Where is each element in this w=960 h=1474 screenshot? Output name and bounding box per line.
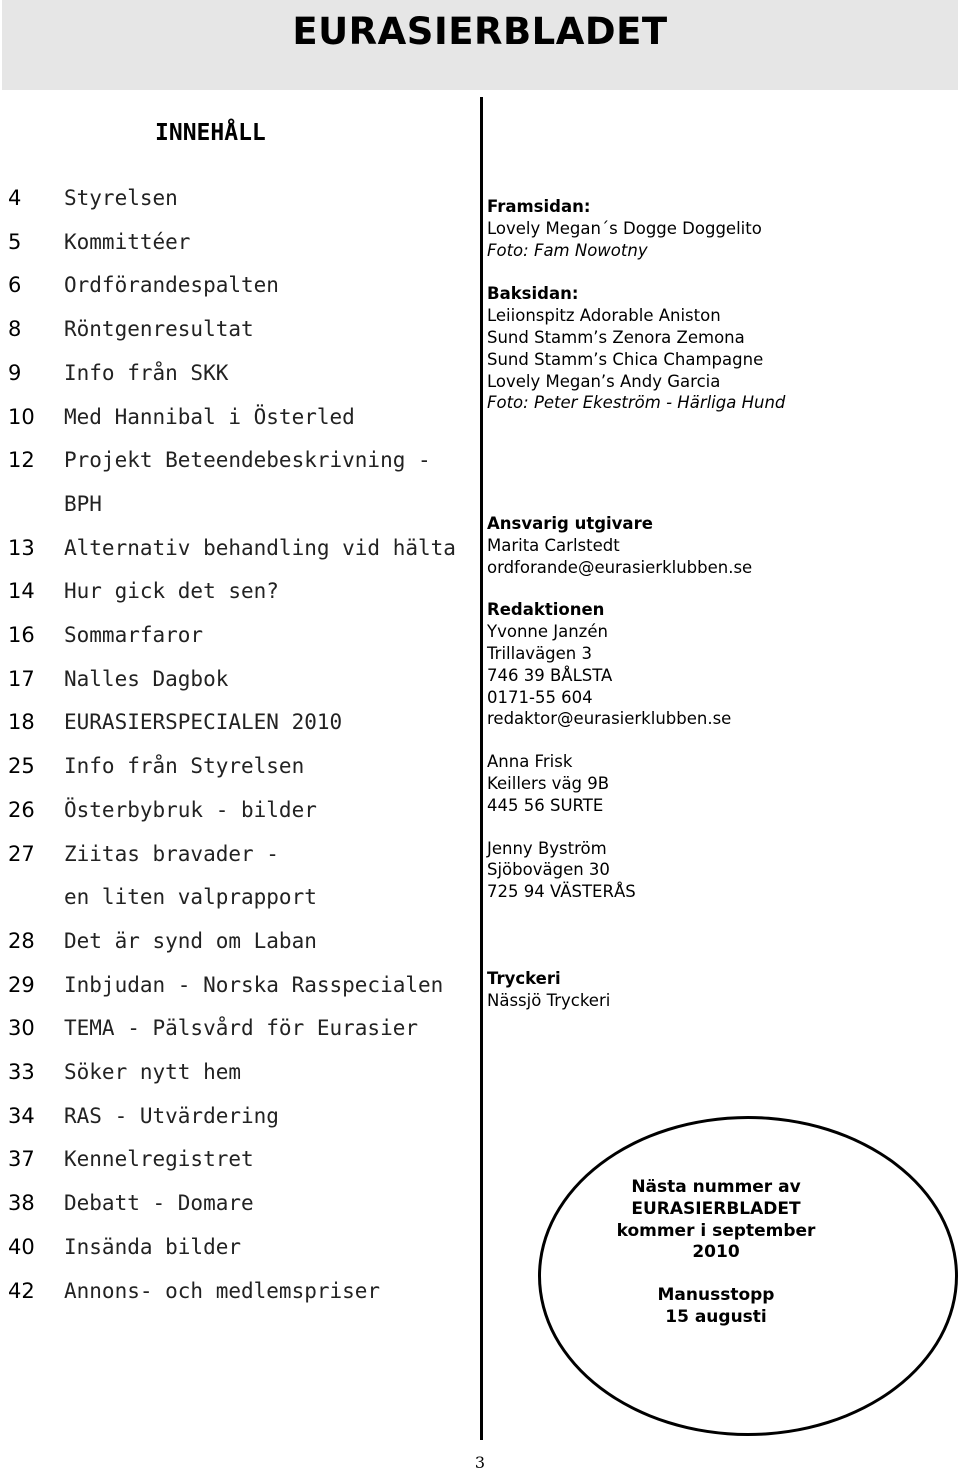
- toc-entry-title: Kennelregistret: [64, 1147, 254, 1172]
- toc-entry: [0, 1013, 475, 1043]
- editor-line: Jenny Byström: [487, 838, 607, 858]
- toc-entry: [0, 751, 475, 781]
- toc-entry: [0, 1101, 475, 1131]
- back-photo-credit: Foto: Peter Ekeström - Härliga Hund: [487, 393, 786, 413]
- editor-line: Yvonne Janzén: [487, 622, 608, 642]
- toc-page-number: 13: [8, 535, 35, 560]
- toc-entry: [0, 1057, 475, 1087]
- publisher-name: Marita Carlstedt: [487, 535, 620, 555]
- toc-entry-title: Med Hannibal i Österled: [64, 404, 355, 429]
- back-line: Sund Stamm’s Chica Champagne: [487, 349, 764, 369]
- toc-entry: [0, 970, 475, 1000]
- toc-page-number: 4: [8, 186, 22, 210]
- toc-entry-title: Sommarfaror: [64, 623, 204, 647]
- toc-page-number: 12: [8, 448, 35, 473]
- toc-entry-title: Debatt - Domare: [64, 1191, 254, 1216]
- header-bar: [2, 0, 958, 90]
- toc-entry: [0, 445, 475, 475]
- toc-page-number: 27: [8, 841, 35, 866]
- toc-entry-title: Det är synd om Laban: [64, 928, 317, 953]
- next-issue-line: Nästa nummer av: [631, 1177, 801, 1197]
- toc-entry-title: RAS - Utvärdering: [64, 1103, 279, 1128]
- toc-page-number: 34: [8, 1103, 35, 1128]
- printer-label: Tryckeri: [487, 969, 561, 988]
- back-line: Leiionspitz Adorable Aniston: [487, 306, 721, 326]
- toc-entry: [0, 270, 475, 300]
- toc-entry: [0, 402, 475, 432]
- toc-page-number: 5: [8, 229, 22, 254]
- next-issue-text: [586, 1177, 846, 1329]
- front-photo-credit: Foto: Fam Nowotny: [487, 240, 648, 260]
- front-line: Lovely Megan´s Dogge Doggelito: [487, 218, 762, 238]
- cover-info: [487, 196, 785, 414]
- toc-entry-title: Nalles Dagbok: [64, 666, 229, 691]
- toc-entry-title: Röntgenresultat: [64, 317, 254, 342]
- toc-entry: [0, 1144, 475, 1174]
- toc-entry-title: BPH: [64, 491, 102, 516]
- toc-entry-title: TEMA - Pälsvård för Eurasier: [64, 1016, 419, 1041]
- toc-entry-title: Annons- och medlemspriser: [64, 1278, 381, 1303]
- editor-line: Keillers väg 9B: [487, 773, 610, 793]
- toc-page-number: 10: [8, 404, 35, 429]
- editor-line: 746 39 BÅLSTA: [487, 665, 613, 685]
- toc-entry-title: Kommittéer: [64, 229, 191, 254]
- deadline-date: 15 augusti: [665, 1306, 767, 1327]
- toc-entry: [0, 314, 475, 344]
- toc-entry-title: Projekt Beteendebeskrivning -: [64, 448, 431, 473]
- toc-page-number: 6: [8, 273, 22, 298]
- toc-entry: [0, 664, 475, 694]
- editor-line: redaktor@eurasierklubben.se: [487, 709, 732, 729]
- toc-entry-title: Insända bilder: [64, 1234, 242, 1259]
- toc-entry: [0, 839, 475, 869]
- back-line: Lovely Megan’s Andy Garcia: [487, 371, 721, 391]
- toc-page-number: 29: [8, 972, 35, 997]
- toc-page-number: 16: [8, 623, 35, 647]
- editor-line: Anna Frisk: [487, 752, 573, 772]
- column-divider: [480, 97, 483, 1440]
- toc-entry: [0, 533, 475, 563]
- toc-entry: [0, 576, 475, 606]
- toc-entry-title: Ordförandespalten: [64, 273, 279, 298]
- toc-page-number: 14: [8, 579, 35, 604]
- editor-line: 0171-55 604: [487, 687, 593, 707]
- toc-entry-title: Info från SKK: [64, 360, 229, 385]
- toc-entry-title: Inbjudan - Norska Rasspecialen: [64, 972, 444, 997]
- toc-entry: [0, 1232, 475, 1262]
- printer-name: Nässjö Tryckeri: [487, 990, 611, 1010]
- editor-line: Trillavägen 3: [487, 643, 593, 663]
- toc-entry-title: Österbybruk - bilder: [64, 797, 317, 822]
- toc-page-number: 8: [8, 317, 22, 342]
- editor-line: 725 94 VÄSTERÅS: [487, 882, 636, 902]
- toc-entry-title: Ziitas bravader -: [64, 841, 279, 866]
- toc-page-number: 37: [8, 1147, 35, 1172]
- toc-page-number: 33: [8, 1060, 35, 1084]
- toc-entry: [0, 926, 475, 956]
- toc-entry: [0, 882, 475, 912]
- toc-entry-title: EURASIERSPECIALEN 2010: [64, 710, 343, 735]
- back-line: Sund Stamm’s Zenora Zemona: [487, 327, 745, 347]
- toc-page-number: 25: [8, 754, 35, 779]
- toc-page-number: 9: [8, 360, 22, 385]
- front-label: Framsidan:: [487, 197, 591, 216]
- publisher-label: Ansvarig utgivare: [487, 514, 653, 533]
- toc-entry: [0, 795, 475, 825]
- toc-entry: [0, 1276, 475, 1306]
- toc-entry: [0, 358, 475, 388]
- printer-info: [487, 968, 610, 1012]
- editorial-label: Redaktionen: [487, 600, 605, 620]
- publisher-email: ordforande@eurasierklubben.se: [487, 557, 753, 577]
- editor-line: 445 56 SURTE: [487, 795, 604, 815]
- toc-entry: [0, 183, 475, 213]
- toc-page-number: 40: [8, 1234, 35, 1259]
- toc-entry-title: Styrelsen: [64, 186, 178, 210]
- toc-page-number: 26: [8, 797, 35, 822]
- toc-entry: [0, 1188, 475, 1218]
- next-issue-line: kommer i september: [616, 1220, 816, 1241]
- toc-entry-title: en liten valprapport: [64, 885, 317, 910]
- magazine-title: EURASIERBLADET: [292, 10, 668, 53]
- toc-page-number: 17: [8, 666, 35, 691]
- publisher-info: [487, 513, 752, 903]
- toc-entry-title: Söker nytt hem: [64, 1060, 242, 1084]
- toc-entry: [0, 620, 475, 650]
- toc-entry: [0, 707, 475, 737]
- toc-entry-title: Hur gick det sen?: [64, 579, 279, 604]
- next-issue-line: 2010: [692, 1242, 740, 1263]
- toc-page-number: 42: [8, 1278, 35, 1303]
- back-label: Baksidan:: [487, 284, 579, 304]
- toc-page-number: 18: [8, 710, 35, 735]
- page-number: 3: [474, 1453, 486, 1472]
- next-issue-line: EURASIERBLADET: [631, 1198, 801, 1219]
- editor-line: Sjöbovägen 30: [487, 860, 610, 880]
- toc-page-number: 28: [8, 928, 35, 953]
- toc-page-number: 30: [8, 1016, 35, 1041]
- toc-entry-title: Info från Styrelsen: [64, 754, 305, 779]
- deadline-label: Manusstopp: [657, 1285, 775, 1306]
- toc-entry: [0, 489, 475, 519]
- toc-entry-title: Alternativ behandling vid hälta: [64, 535, 456, 560]
- toc-page-number: 38: [8, 1191, 35, 1216]
- toc-entry: [0, 227, 475, 257]
- toc-heading: INNEHÅLL: [155, 120, 266, 146]
